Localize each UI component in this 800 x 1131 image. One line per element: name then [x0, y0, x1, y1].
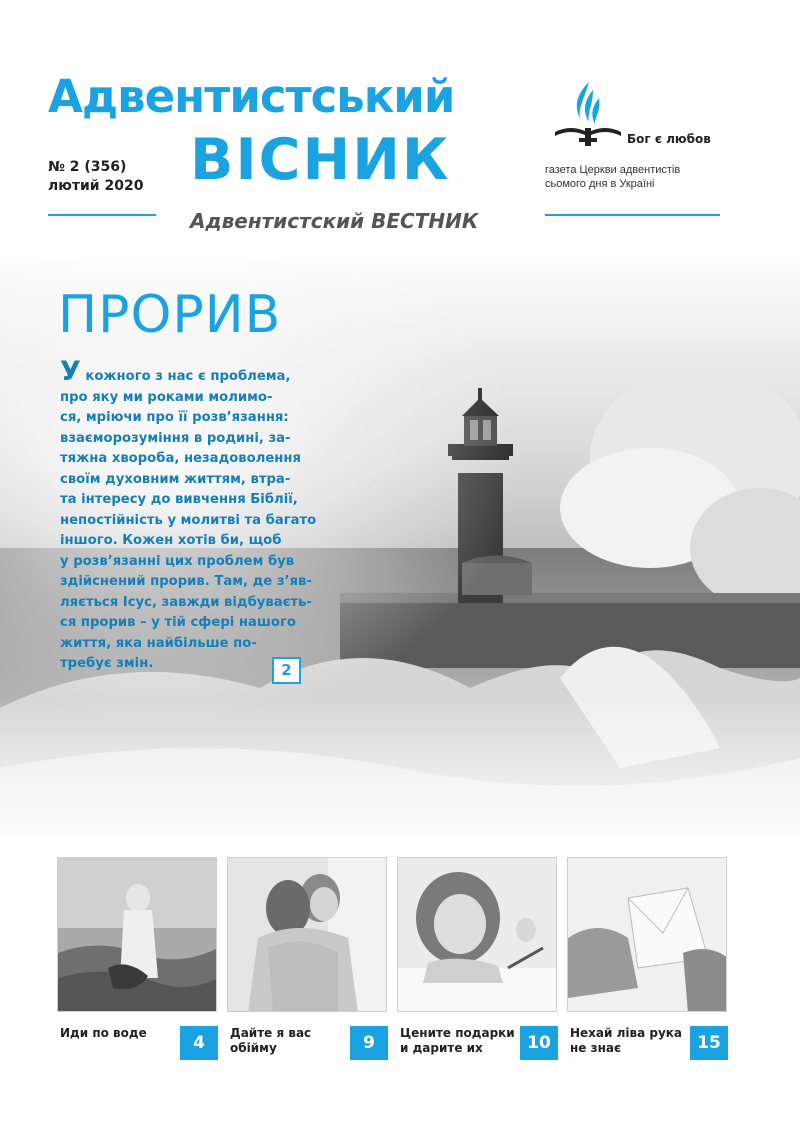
newspaper-title-top: Адвентистський — [48, 70, 455, 123]
lead-article-line: іншого. Кожен хотів би, щоб — [60, 533, 282, 548]
newspaper-title-main: ВІСНИК — [190, 127, 451, 193]
teaser-page-number-2[interactable]: 9 — [350, 1026, 388, 1060]
lead-article-line: про яку ми роками молимо- — [60, 389, 273, 405]
lead-article-line: у розв’язанні цих проблем був — [60, 553, 295, 569]
teaser-label-line: Нехай ліва рука — [570, 1026, 683, 1040]
masthead-rule-right — [545, 214, 720, 216]
lead-article-line: непостійність у молитві та багато — [60, 512, 317, 528]
lead-article-line: ся прорив – у тій сфері нашого — [60, 615, 296, 630]
envelope-hands-photo[interactable] — [567, 857, 727, 1012]
lead-article-line: У кожного з нас є проблема, — [60, 356, 291, 387]
lead-article-line: тяжна хвороба, незадоволення — [60, 451, 301, 466]
teaser-label-3 — [400, 1026, 515, 1056]
lead-article-line: ся, мріючи про її розв’язання: — [60, 410, 289, 425]
teaser-page-number-4[interactable]: 15 — [690, 1026, 728, 1060]
lead-article-page-ref[interactable]: 2 — [272, 657, 301, 684]
lead-article-line: ляється Ісус, завжди відбуваєть- — [60, 594, 312, 610]
teaser-page-number-3[interactable]: 10 — [520, 1026, 558, 1060]
issue-number: № 2 (356) — [48, 159, 127, 175]
church-description-line-1: газета Церкви адвентистів — [545, 164, 681, 176]
teaser-label-line: и дарите их — [400, 1041, 483, 1055]
lead-article-line: життя, яка найбільше по- — [60, 635, 257, 651]
teaser-label-line: Дайте я вас — [230, 1026, 312, 1040]
lead-article-text — [60, 356, 320, 675]
church-flame-bible-logo-icon — [553, 80, 623, 152]
lead-article-line: своїм духовним життям, втра- — [60, 471, 291, 487]
lead-article-line: здійснений прорив. Там, де з’яв- — [60, 574, 312, 589]
teaser-label-line: Иди по воде — [60, 1026, 147, 1040]
teaser-page-number-1[interactable]: 4 — [180, 1026, 218, 1060]
girl-drawing-photo[interactable] — [397, 857, 557, 1012]
teaser-label-4 — [570, 1026, 685, 1056]
lead-article-line: взаєморозуміння в родині, за- — [60, 430, 291, 446]
teaser-label-2 — [230, 1026, 345, 1056]
church-description-line-2: сьомого дня в Україні — [545, 178, 655, 190]
newspaper-title-russian: Адвентистский ВЕСТНИК — [190, 209, 479, 233]
issue-date: лютий 2020 — [48, 178, 144, 194]
church-motto: Бог є любов — [627, 132, 711, 146]
lead-article-headline: ПРОРИВ — [58, 285, 282, 345]
teaser-label-line: обійму — [230, 1041, 277, 1055]
jesus-walking-on-water-painting[interactable] — [57, 857, 217, 1012]
mother-daughter-hug-photo[interactable] — [227, 857, 387, 1012]
teaser-label-line: Цените подарки — [400, 1026, 515, 1040]
lead-article-line: требує змін. — [60, 656, 154, 671]
teaser-label-1 — [60, 1026, 175, 1041]
lead-article-line: та інтересу до вивчення Біблії, — [60, 492, 298, 507]
masthead-rule-left — [48, 214, 156, 216]
teaser-label-line: не знає — [570, 1041, 622, 1055]
